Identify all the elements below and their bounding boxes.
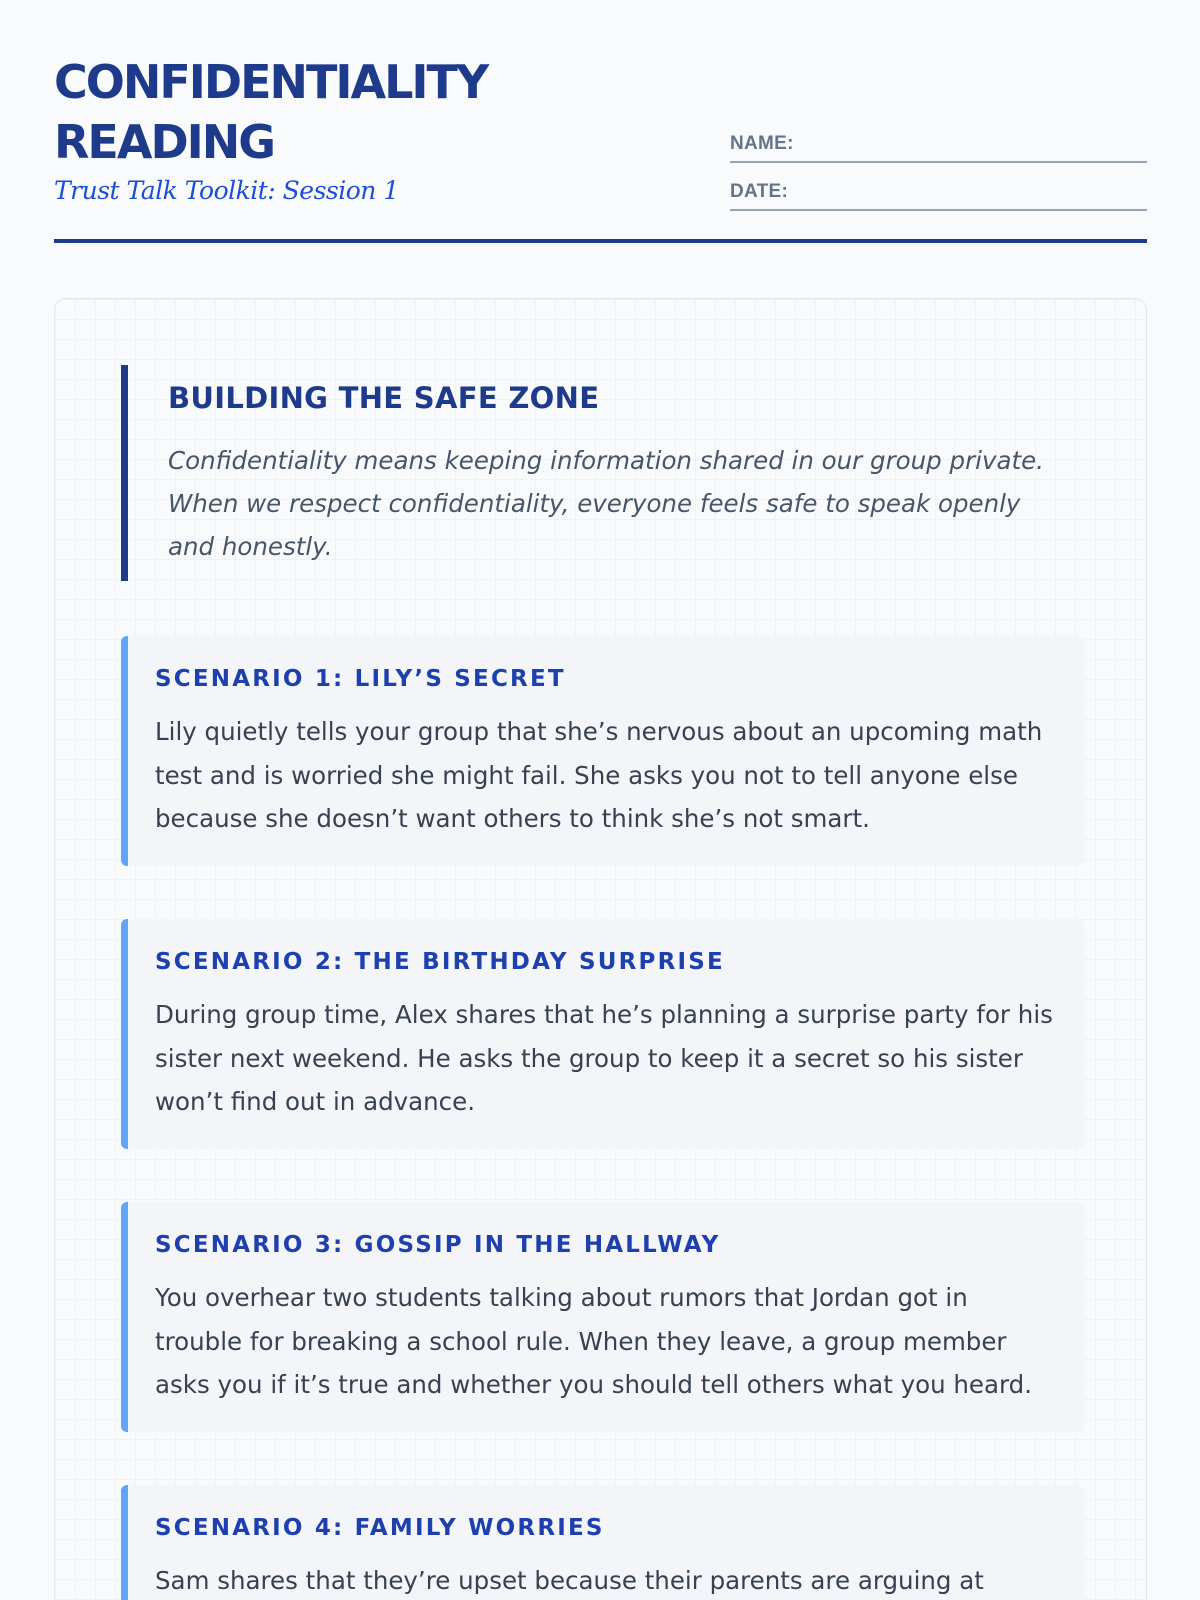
scenario-title: SCENARIO 1: LILY’S SECRET	[155, 666, 566, 692]
worksheet-header	[54, 52, 1147, 242]
scenario-title: SCENARIO 4: FAMILY WORRIES	[155, 1515, 605, 1541]
header-divider	[54, 239, 1147, 243]
date-field[interactable]	[730, 176, 1147, 211]
scenario-card-3	[121, 1202, 1084, 1432]
scenario-text: Sam shares that they’re upset because their parents are arguing at	[155, 1566, 984, 1595]
scenario-text: During group time, Alex shares that he’s planning a surprise party for his sister next weekend. He asks the group to keep it a secret so his sister won’t find out in advance.	[155, 1000, 1053, 1116]
intro-callout	[121, 365, 1088, 581]
scenario-title: SCENARIO 2: THE BIRTHDAY SURPRISE	[155, 949, 725, 975]
name-label: NAME:	[730, 133, 794, 154]
reading-card	[54, 298, 1147, 1600]
intro-text: Confidentiality means keeping information shared in our group private. When we respect confidentiality, everyone feels safe to speak openly and honestly.	[168, 446, 1044, 561]
scenario-card-2	[121, 919, 1084, 1149]
student-info-fields	[730, 128, 1147, 224]
scenario-title: SCENARIO 3: GOSSIP IN THE HALLWAY	[155, 1232, 721, 1258]
page-subtitle: Trust Talk Toolkit: Session 1	[54, 176, 399, 205]
scenario-text: You overhear two students talking about rumors that Jordan got in trouble for breaking a school rule. When they leave, a group member asks you if it’s true and whether you should tell others what you heard.	[155, 1283, 1032, 1399]
name-field[interactable]	[730, 128, 1147, 163]
intro-heading: BUILDING THE SAFE ZONE	[168, 381, 600, 415]
worksheet-page	[54, 0, 1147, 1600]
scenario-card-1	[121, 636, 1084, 866]
date-label: DATE:	[730, 181, 789, 202]
scenario-text: Lily quietly tells your group that she’s nervous about an upcoming math test and is worried she might fail. She asks you not to tell anyone else because she doesn’t want others to think she’s not smart.	[155, 717, 1043, 833]
scenario-card-4	[121, 1485, 1084, 1600]
page-title: CONFIDENTIALITY READING	[54, 55, 488, 169]
